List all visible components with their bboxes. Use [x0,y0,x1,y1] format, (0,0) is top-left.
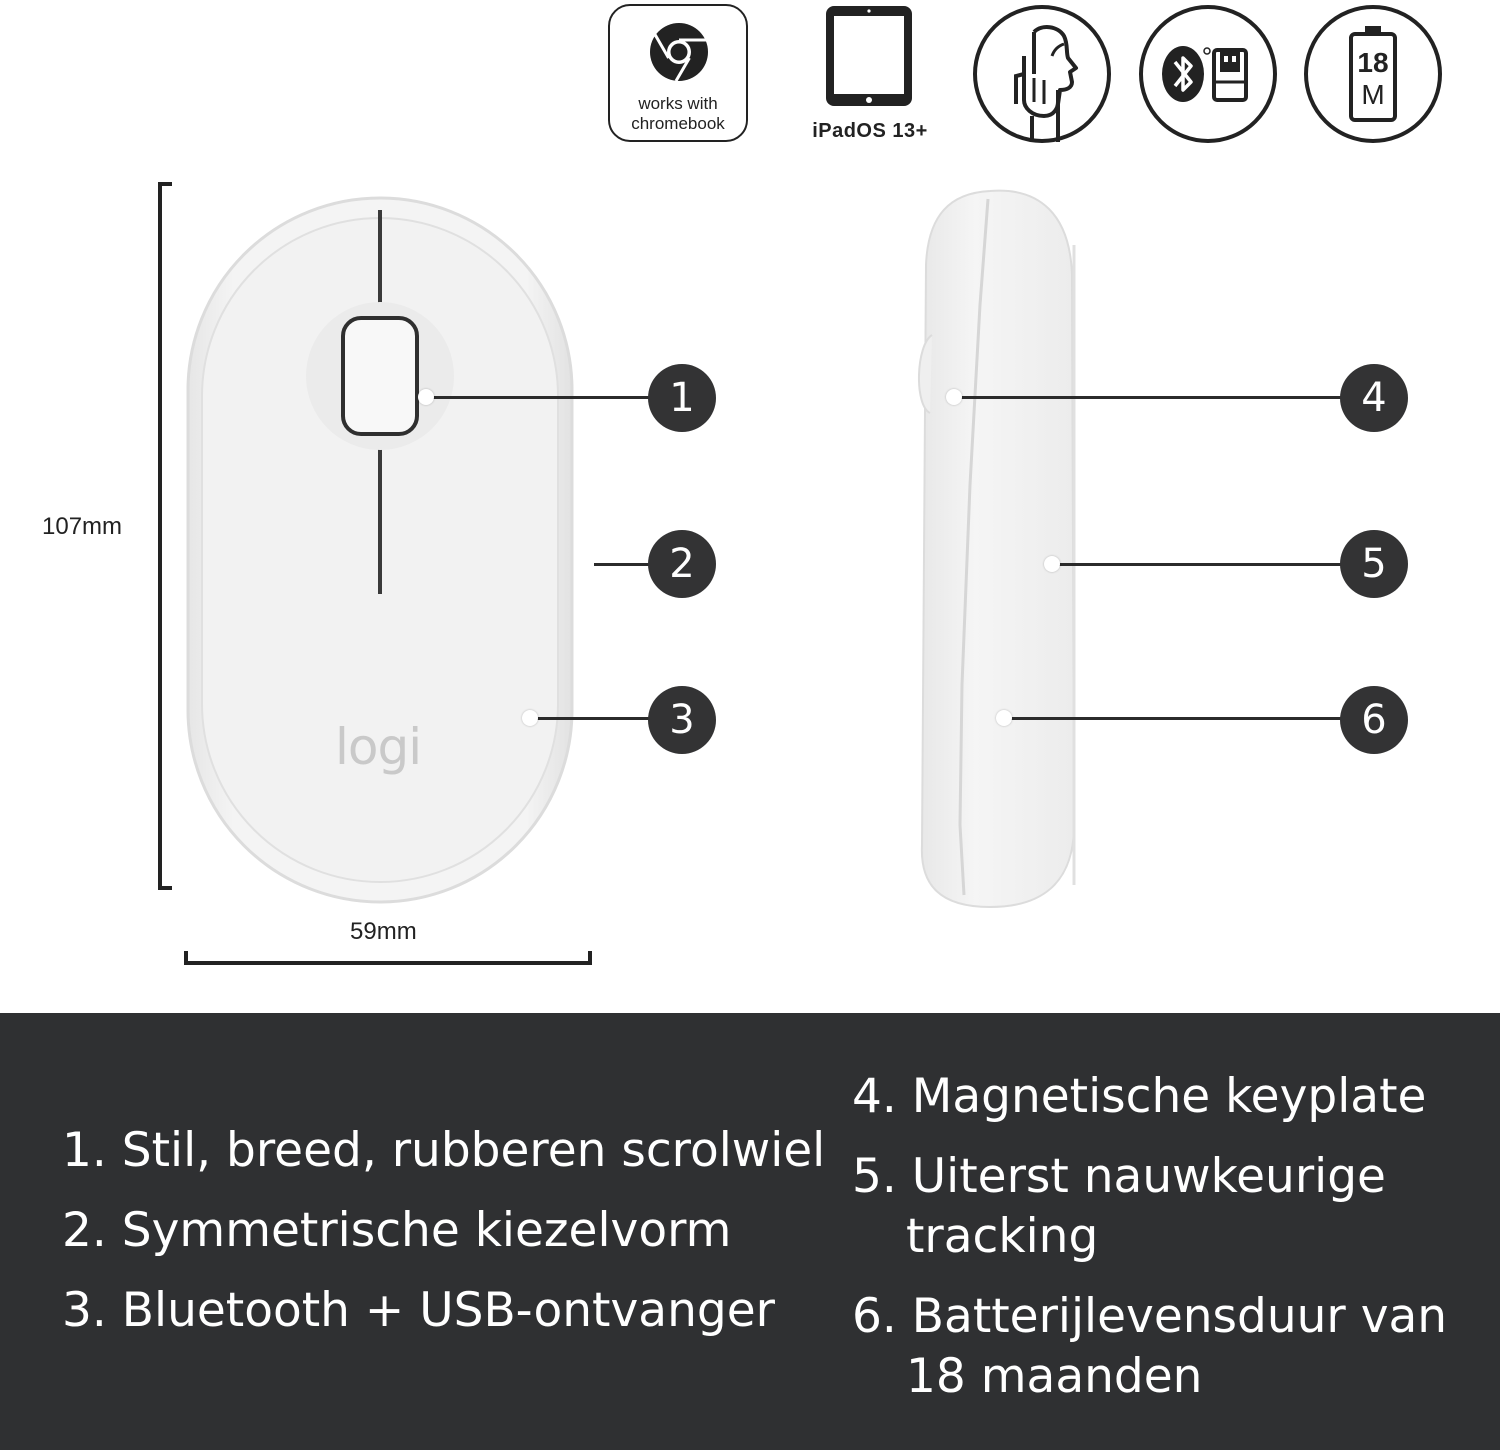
callout-number-4: 4 [1340,364,1408,432]
callout-dot-1 [418,389,434,405]
chromebook-label-line1: works with [638,94,718,113]
mouse-top-view [180,190,580,910]
width-dimension-bracket [180,945,596,971]
battery-unit-text: M [1361,79,1385,110]
callout-number-1: 1 [648,364,716,432]
callout-dot-6 [996,710,1012,726]
callout-number-6: 6 [1340,686,1408,754]
callout-line-1 [426,396,666,399]
callout-dot-5 [1044,556,1060,572]
feature-3: 3. Bluetooth + USB-ontvanger [62,1283,775,1338]
feature-2: 2. Symmetrische kiezelvorm [62,1203,732,1258]
feature-6-line2: 18 maanden [906,1349,1203,1404]
width-dimension-label: 59mm [350,918,417,945]
silent-click-icon [972,4,1112,144]
feature-5-line2: tracking [906,1209,1099,1264]
works-with-chromebook-badge [608,4,748,142]
feature-5 [852,1147,1386,1267]
callout-dot-4 [946,389,962,405]
height-dimension-bracket [150,180,180,894]
feature-panel [0,1013,1500,1450]
callout-line-6 [1004,717,1354,720]
ipad-icon [824,4,914,108]
chrome-logo-icon [649,22,709,82]
feature-4-line1: 4. Magnetische keyplate [852,1069,1427,1124]
callout-dot-3 [522,710,538,726]
feature-5-line1: 5. Uiterst nauwkeurige [852,1149,1386,1204]
feature-6-line1: 6. Batterijlevensduur van [852,1289,1448,1344]
ipados-label: iPadOS 13+ [812,120,928,142]
mouse-side-view [900,185,1090,915]
height-dimension-label: 107mm [42,513,123,540]
callout-number-2: 2 [648,530,716,598]
feature-1: 1. Stil, breed, rubberen scrolwiel [62,1123,826,1178]
battery-months-text: 18 [1357,47,1389,78]
feature-6 [852,1287,1447,1407]
callout-number-5: 5 [1340,530,1408,598]
callout-line-5 [1052,563,1354,566]
callout-line-3 [530,717,666,720]
battery-badge [1303,4,1443,144]
feature-4 [852,1067,1426,1127]
bluetooth-usb-icon [1138,4,1278,144]
callout-number-3: 3 [648,686,716,754]
logi-logo: logi [335,718,422,776]
callout-line-4 [954,396,1354,399]
chromebook-label-line2: chromebook [631,114,725,133]
